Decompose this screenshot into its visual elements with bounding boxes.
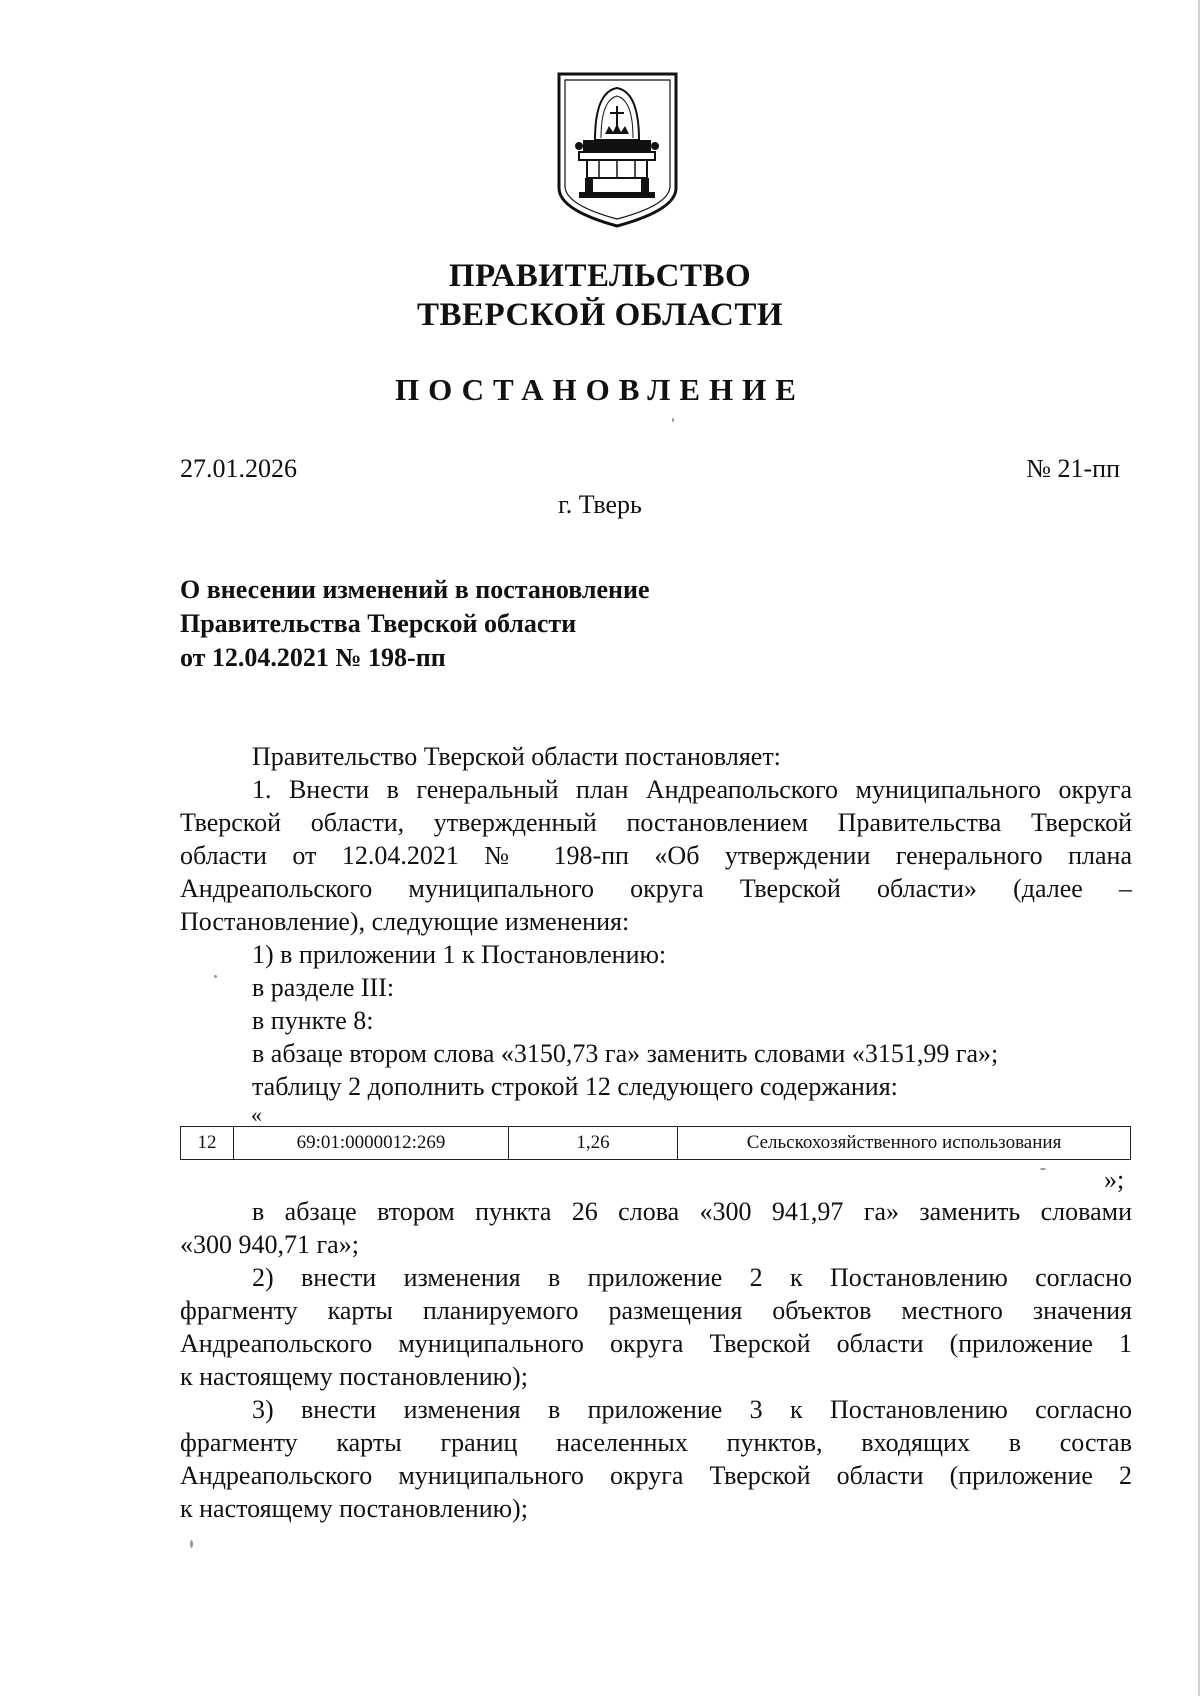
organization-name-line2: ТВЕРСКОЙ ОБЛАСТИ — [416, 297, 784, 333]
cadastral-number-cell: 69:01:0000012:269 — [234, 1127, 509, 1160]
item2-line: фрагменту карты планируемого размещения объектов местного значения — [180, 1296, 1132, 1325]
item2-line: 2) внести изменения в приложение 2 к Постановлению согласно — [252, 1263, 1132, 1292]
document-date: 27.01.2026 — [180, 454, 297, 483]
item3-line: к настоящему постановлению); — [180, 1494, 528, 1523]
purpose-cell: Сельскохозяйственного использования — [678, 1127, 1131, 1160]
subitem-table: таблицу 2 дополнить строкой 12 следующего содержания: — [252, 1072, 898, 1101]
intro-paragraph: Правительство Тверской области постановляет: — [252, 742, 781, 771]
document-title — [180, 573, 650, 675]
title-line: Правительства Тверской области — [180, 609, 577, 638]
item1-line: Постановление), следующие изменения: — [180, 907, 630, 936]
quote-close: »; — [1104, 1165, 1125, 1194]
item1-line: области от 12.04.2021 № 198-пп «Об утверждении генерального плана — [180, 841, 1132, 870]
item3-line: 3) внести изменения в приложение 3 к Постановлению согласно — [252, 1395, 1132, 1424]
item3-line: фрагменту карты границ населенных пунктов, входящих в состав — [180, 1428, 1132, 1457]
item2-line: к настоящему постановлению); — [180, 1362, 528, 1391]
table-row — [181, 1127, 1131, 1160]
scan-speck — [672, 418, 674, 422]
point26-line: в абзаце втором пункта 26 слова «300 941,97 га» заменить словами — [252, 1197, 1132, 1226]
scan-speck — [214, 975, 217, 978]
body-section-1 — [180, 740, 1132, 1103]
coat-of-arms-icon — [555, 70, 680, 230]
organization-name-line1: ПРАВИТЕЛЬСТВО — [448, 258, 752, 294]
document-type: ПОСТАНОВЛЕНИЕ — [395, 372, 805, 407]
document-number: № 21-пп — [1026, 454, 1120, 483]
item1-line: Тверской области, утвержденный постановлением Правительства Тверской — [180, 808, 1132, 837]
subitem-point: в пункте 8: — [252, 1006, 374, 1035]
item1-line: Андреапольского муниципального округа Тверской области» (далее – — [180, 874, 1132, 903]
title-line: О внесении изменений в постановление — [180, 575, 650, 604]
point26-line: «300 940,71 га»; — [180, 1230, 359, 1259]
body-section-2 — [180, 1195, 1132, 1525]
subitem-replace: в абзаце втором слова «3150,73 га» заменить словами «3151,99 га»; — [252, 1039, 999, 1068]
item1-line: 1. Внести в генеральный план Андреапольского муниципального округа — [252, 775, 1132, 804]
amendment-table — [180, 1126, 1131, 1160]
item2-line: Андреапольского муниципального округа Тверской области (приложение 1 — [180, 1329, 1132, 1358]
quote-open: « — [251, 1102, 262, 1127]
subitem-section: в разделе III: — [252, 973, 395, 1002]
subitem-1: 1) в приложении 1 к Постановлению: — [252, 940, 667, 969]
item3-line: Андреапольского муниципального округа Тверской области (приложение 2 — [180, 1461, 1132, 1490]
area-cell: 1,26 — [509, 1127, 678, 1160]
scan-speck — [190, 1540, 193, 1548]
scan-speck — [1040, 1168, 1046, 1170]
row-number-cell: 12 — [181, 1127, 234, 1160]
title-line: от 12.04.2021 № 198-пп — [180, 643, 446, 672]
document-city: г. Тверь — [558, 490, 642, 519]
